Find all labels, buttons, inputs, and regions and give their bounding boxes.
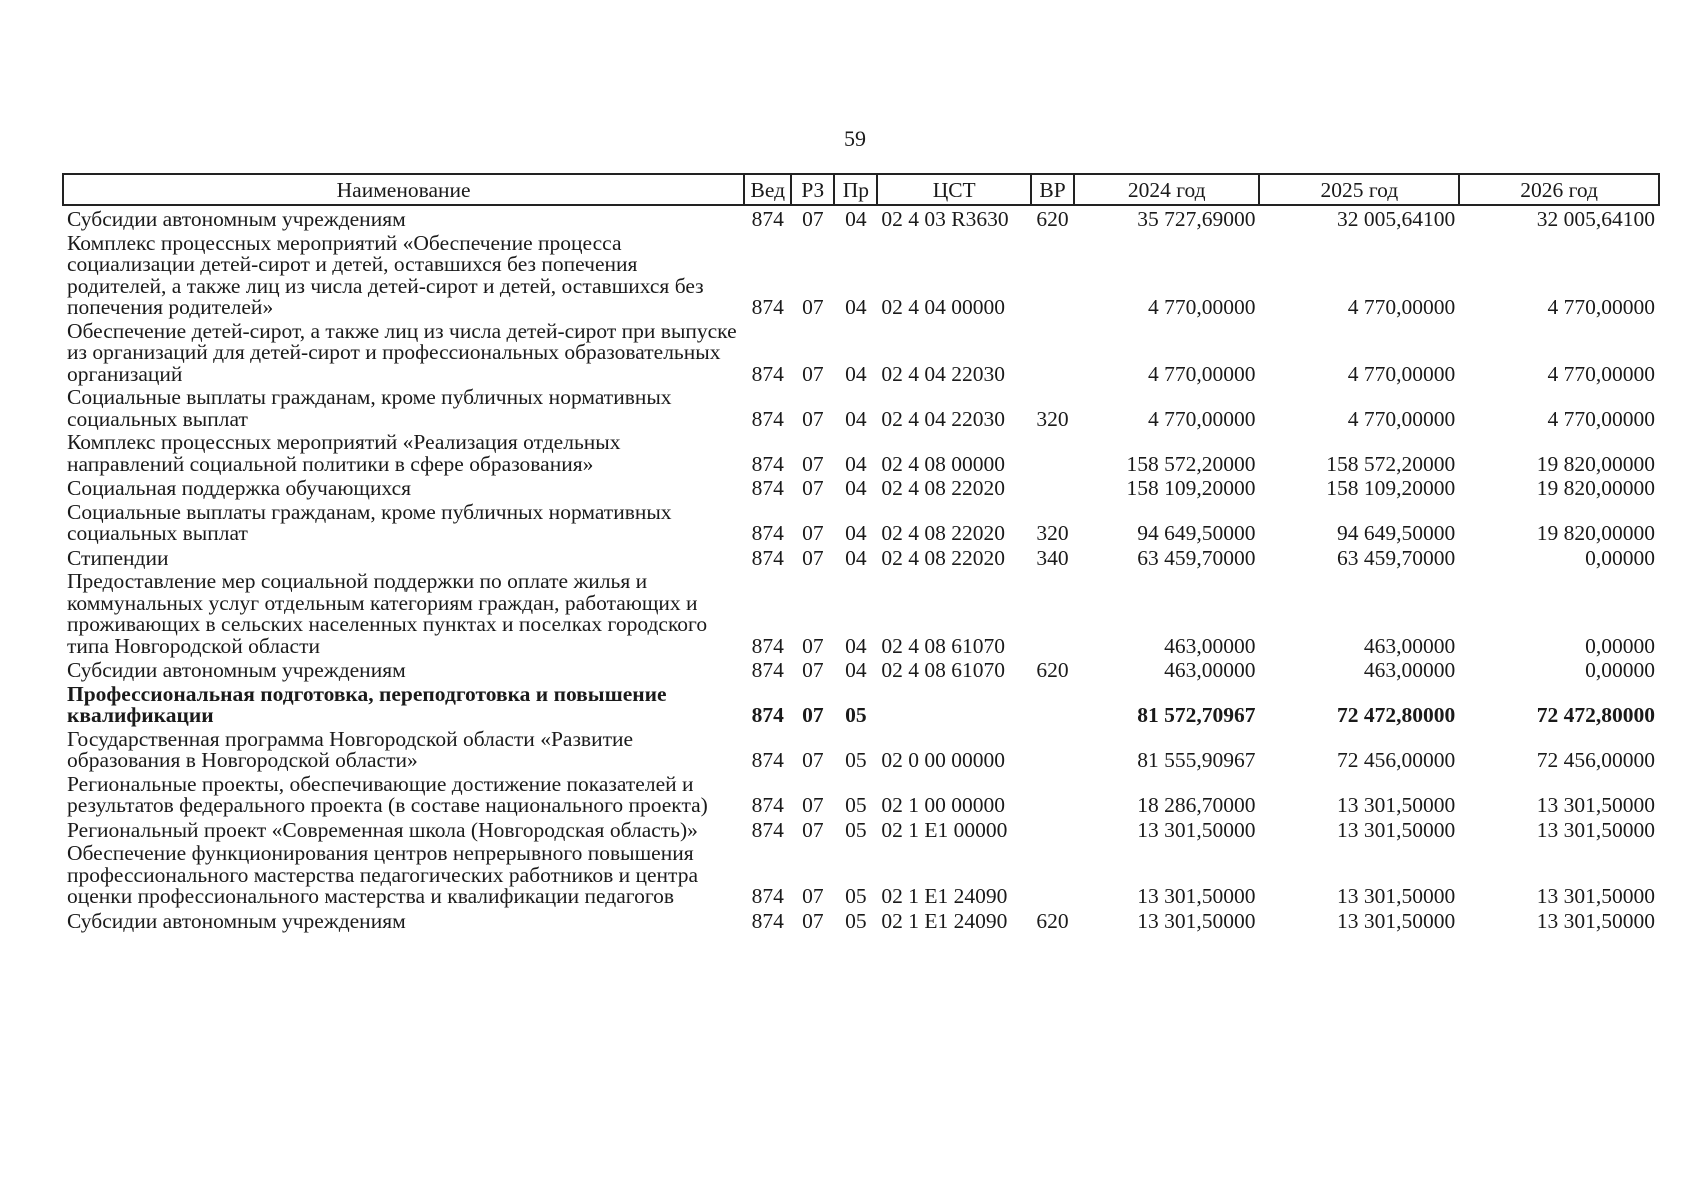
table-row — [63, 205, 1659, 231]
cell-2026: 0,00000 — [1585, 545, 1655, 570]
table-row — [63, 908, 1659, 933]
cell-cst: 02 1 E1 24090 — [881, 908, 1008, 933]
cell-cst: 02 1 00 00000 — [881, 793, 1005, 817]
cell-cst: 02 4 08 00000 — [881, 451, 1005, 476]
cell-pr: 05 — [845, 793, 867, 817]
cell-pr: 05 — [845, 703, 867, 727]
cell-2025: 4 770,00000 — [1347, 295, 1456, 319]
cell-vr — [1031, 772, 1074, 817]
cell-cst: 02 4 08 61070 — [881, 633, 1005, 658]
cell-ved: 874 — [751, 793, 784, 817]
cell-2026: 4 770,00000 — [1547, 406, 1655, 431]
cell-2026: 72 472,80000 — [1536, 703, 1655, 727]
cell-rz: 07 — [802, 908, 824, 933]
cell-pr: 04 — [845, 633, 867, 658]
cell-2025: 72 472,80000 — [1336, 703, 1456, 727]
cell-ved: 874 — [751, 406, 784, 431]
cell-2025: 463,00000 — [1363, 633, 1456, 658]
cell-rz: 07 — [802, 793, 824, 817]
cell-2025: 463,00000 — [1363, 658, 1456, 682]
cell-pr: 04 — [845, 361, 867, 386]
cell-vr — [1031, 727, 1074, 772]
cell-cst: 02 4 04 22030 — [881, 406, 1005, 431]
cell-2025: 4 770,00000 — [1347, 406, 1456, 431]
cell-2026: 13 301,50000 — [1536, 908, 1655, 933]
cell-vr: 620 — [1036, 908, 1069, 933]
cell-2024: 4 770,00000 — [1147, 406, 1256, 431]
cell-vr — [1031, 430, 1074, 475]
table-row — [63, 545, 1659, 570]
cell-name: Комплекс процессных мероприятий «Обеспечение процесса социализации детей-сирот и детей, оставшихся без попечения родителей, а также лиц из числа детей-сирот и детей, оставшихся без попечения родителей» — [67, 230, 704, 319]
cell-name: Стипендии — [67, 545, 169, 570]
table-row — [63, 385, 1659, 430]
cell-rz: 07 — [802, 633, 824, 658]
cell-2024: 18 286,70000 — [1137, 793, 1256, 817]
table-row — [63, 430, 1659, 475]
cell-rz: 07 — [802, 545, 824, 570]
cell-name: Обеспечение детей-сирот, а также лиц из числа детей-сирот при выпуске из организаций для детей-сирот и профессиональных образовательных организаций — [67, 318, 737, 386]
cell-ved: 874 — [751, 908, 784, 933]
cell-name: Субсидии автономным учреждениям — [67, 658, 406, 682]
cell-rz: 07 — [802, 295, 824, 319]
cell-2025: 13 301,50000 — [1336, 884, 1456, 908]
cell-cst: 02 4 04 22030 — [881, 361, 1005, 386]
cell-pr: 04 — [845, 295, 867, 319]
cell-vr: 620 — [1036, 207, 1069, 231]
cell-name: Социальные выплаты гражданам, кроме публичных нормативных социальных выплат — [67, 499, 672, 545]
cell-2025: 13 301,50000 — [1336, 817, 1456, 842]
cell-2026: 19 820,00000 — [1536, 476, 1655, 500]
table-header-row — [63, 174, 1659, 205]
cell-cst: 02 4 08 22020 — [881, 521, 1005, 545]
cell-name: Предоставление мер социальной поддержки по оплате жилья и коммунальных услуг отдельным категориям граждан, работающих и проживающих в сельских населенных пунктах и поселках городского типа Новгородской области — [67, 569, 708, 658]
cell-pr: 05 — [845, 908, 867, 933]
cell-2025: 13 301,50000 — [1336, 908, 1456, 933]
cell-ved: 874 — [751, 451, 784, 476]
col-header-2026: 2026 год — [1459, 174, 1659, 205]
cell-2026: 0,00000 — [1585, 633, 1655, 658]
cell-rz: 07 — [802, 748, 824, 772]
cell-vr — [1031, 319, 1074, 386]
cell-2026: 72 456,00000 — [1536, 748, 1655, 772]
table-row — [63, 682, 1659, 727]
cell-name: Государственная программа Новгородской области «Развитие образования в Новгородской области» — [67, 726, 634, 772]
cell-pr: 05 — [845, 748, 867, 772]
cell-2025: 63 459,70000 — [1336, 545, 1456, 570]
cell-2026: 4 770,00000 — [1547, 295, 1655, 319]
cell-name: Региональные проекты, обеспечивающие достижение показателей и результатов федерального проекта (в составе национального проекта) — [67, 771, 708, 817]
cell-ved: 874 — [751, 633, 784, 658]
cell-2026: 32 005,64100 — [1536, 207, 1655, 231]
cell-ved: 874 — [751, 295, 784, 319]
cell-rz: 07 — [802, 361, 824, 386]
cell-2024: 463,00000 — [1164, 633, 1256, 658]
cell-2025: 13 301,50000 — [1336, 793, 1456, 817]
cell-rz: 07 — [802, 658, 824, 682]
col-header-rz: РЗ — [791, 174, 834, 205]
cell-2024: 4 770,00000 — [1147, 295, 1256, 319]
cell-name: Региональный проект «Современная школа (Новгородская область)» — [67, 817, 698, 842]
cell-rz: 07 — [802, 406, 824, 431]
cell-2025: 158 109,20000 — [1326, 476, 1456, 500]
col-header-vr: ВР — [1031, 174, 1074, 205]
cell-vr — [1031, 231, 1074, 319]
cell-name: Социальная поддержка обучающихся — [67, 476, 412, 500]
cell-ved: 874 — [751, 884, 784, 908]
cell-pr: 05 — [845, 884, 867, 908]
cell-vr — [1031, 817, 1074, 842]
cell-2026: 0,00000 — [1585, 658, 1655, 682]
cell-2024: 158 572,20000 — [1126, 451, 1256, 476]
cell-vr — [1031, 475, 1074, 500]
cell-name: Профессиональная подготовка, переподготовка и повышение квалификации — [67, 681, 667, 727]
col-header-ved: Вед — [744, 174, 791, 205]
cell-vr: 320 — [1036, 521, 1069, 545]
col-header-name: Наименование — [63, 174, 744, 205]
cell-rz: 07 — [802, 451, 824, 476]
table-row — [63, 569, 1659, 657]
cell-ved: 874 — [751, 207, 784, 231]
cell-ved: 874 — [751, 545, 784, 570]
cell-ved: 874 — [751, 703, 784, 727]
cell-vr — [1031, 569, 1074, 657]
cell-name: Обеспечение функционирования центров непрерывного повышения профессионального мастерства педагогических работников и центра оценки профессионального мастерства и квалификации педагогов — [67, 841, 698, 908]
table-row — [63, 319, 1659, 386]
table-row — [63, 475, 1659, 500]
cell-2024: 63 459,70000 — [1137, 545, 1256, 570]
table-row — [63, 231, 1659, 319]
table-row — [63, 841, 1659, 908]
cell-name: Субсидии автономным учреждениям — [67, 207, 406, 231]
cell-2024: 463,00000 — [1164, 658, 1256, 682]
cell-2025: 158 572,20000 — [1326, 451, 1456, 476]
table-row — [63, 500, 1659, 545]
cell-2025: 94 649,50000 — [1336, 521, 1456, 545]
cell-pr: 05 — [845, 817, 867, 842]
cell-rz: 07 — [802, 521, 824, 545]
col-header-pr: Пр — [834, 174, 877, 205]
cell-rz: 07 — [802, 476, 824, 500]
cell-rz: 07 — [802, 817, 824, 842]
cell-2024: 13 301,50000 — [1137, 817, 1256, 842]
table-row — [63, 817, 1659, 842]
cell-cst: 02 1 E1 00000 — [881, 817, 1008, 842]
table-row — [63, 772, 1659, 817]
cell-pr: 04 — [845, 476, 867, 500]
cell-cst: 02 1 E1 24090 — [881, 884, 1008, 908]
cell-pr: 04 — [845, 406, 867, 431]
col-header-cst: ЦСТ — [877, 174, 1031, 205]
cell-2024: 4 770,00000 — [1147, 361, 1256, 386]
cell-vr: 320 — [1036, 406, 1069, 431]
table-row — [63, 657, 1659, 682]
cell-pr: 04 — [845, 207, 867, 231]
cell-cst: 02 4 03 R3630 — [881, 207, 1009, 231]
cell-pr: 04 — [845, 451, 867, 476]
cell-2025: 72 456,00000 — [1336, 748, 1456, 772]
cell-2026: 19 820,00000 — [1536, 451, 1655, 476]
cell-cst: 02 0 00 00000 — [881, 748, 1005, 772]
col-header-2024: 2024 год — [1074, 174, 1259, 205]
cell-rz: 07 — [802, 884, 824, 908]
cell-ved: 874 — [751, 817, 784, 842]
cell-cst: 02 4 08 22020 — [881, 545, 1005, 570]
cell-2024: 35 727,69000 — [1137, 207, 1256, 231]
cell-ved: 874 — [751, 658, 784, 682]
cell-ved: 874 — [751, 521, 784, 545]
cell-pr: 04 — [845, 658, 867, 682]
cell-2024: 13 301,50000 — [1137, 884, 1256, 908]
cell-vr — [1031, 841, 1074, 908]
cell-ved: 874 — [751, 748, 784, 772]
cell-cst: 02 4 08 61070 — [881, 658, 1005, 682]
page-number: 59 — [844, 126, 866, 151]
cell-2026: 19 820,00000 — [1536, 521, 1655, 545]
cell-2024: 13 301,50000 — [1137, 908, 1256, 933]
cell-cst — [877, 682, 1031, 727]
cell-name: Социальные выплаты гражданам, кроме публичных нормативных социальных выплат — [67, 385, 672, 431]
cell-cst: 02 4 04 00000 — [881, 295, 1005, 319]
cell-2026: 13 301,50000 — [1536, 793, 1655, 817]
cell-2025: 4 770,00000 — [1347, 361, 1456, 386]
cell-2024: 94 649,50000 — [1137, 521, 1256, 545]
cell-2024: 81 572,70967 — [1137, 703, 1256, 727]
budget-table — [62, 173, 1660, 932]
cell-name: Субсидии автономным учреждениям — [67, 908, 406, 933]
cell-pr: 04 — [845, 545, 867, 570]
cell-rz: 07 — [802, 207, 824, 231]
table-body — [63, 205, 1659, 932]
cell-2026: 13 301,50000 — [1536, 884, 1655, 908]
cell-2024: 81 555,90967 — [1137, 748, 1256, 772]
cell-ved: 874 — [751, 361, 784, 386]
cell-vr: 620 — [1036, 658, 1069, 682]
cell-2026: 13 301,50000 — [1536, 817, 1655, 842]
cell-2025: 32 005,64100 — [1336, 207, 1456, 231]
cell-name: Комплекс процессных мероприятий «Реализация отдельных направлений социальной политики в сфере образования» — [67, 430, 621, 476]
cell-vr: 340 — [1036, 545, 1069, 570]
cell-2026: 4 770,00000 — [1547, 361, 1655, 386]
cell-rz: 07 — [802, 703, 824, 727]
cell-2024: 158 109,20000 — [1126, 476, 1256, 500]
cell-ved: 874 — [751, 476, 784, 500]
col-header-2025: 2025 год — [1259, 174, 1459, 205]
table-row — [63, 727, 1659, 772]
cell-pr: 04 — [845, 521, 867, 545]
cell-cst: 02 4 08 22020 — [881, 476, 1005, 500]
cell-vr — [1031, 682, 1074, 727]
